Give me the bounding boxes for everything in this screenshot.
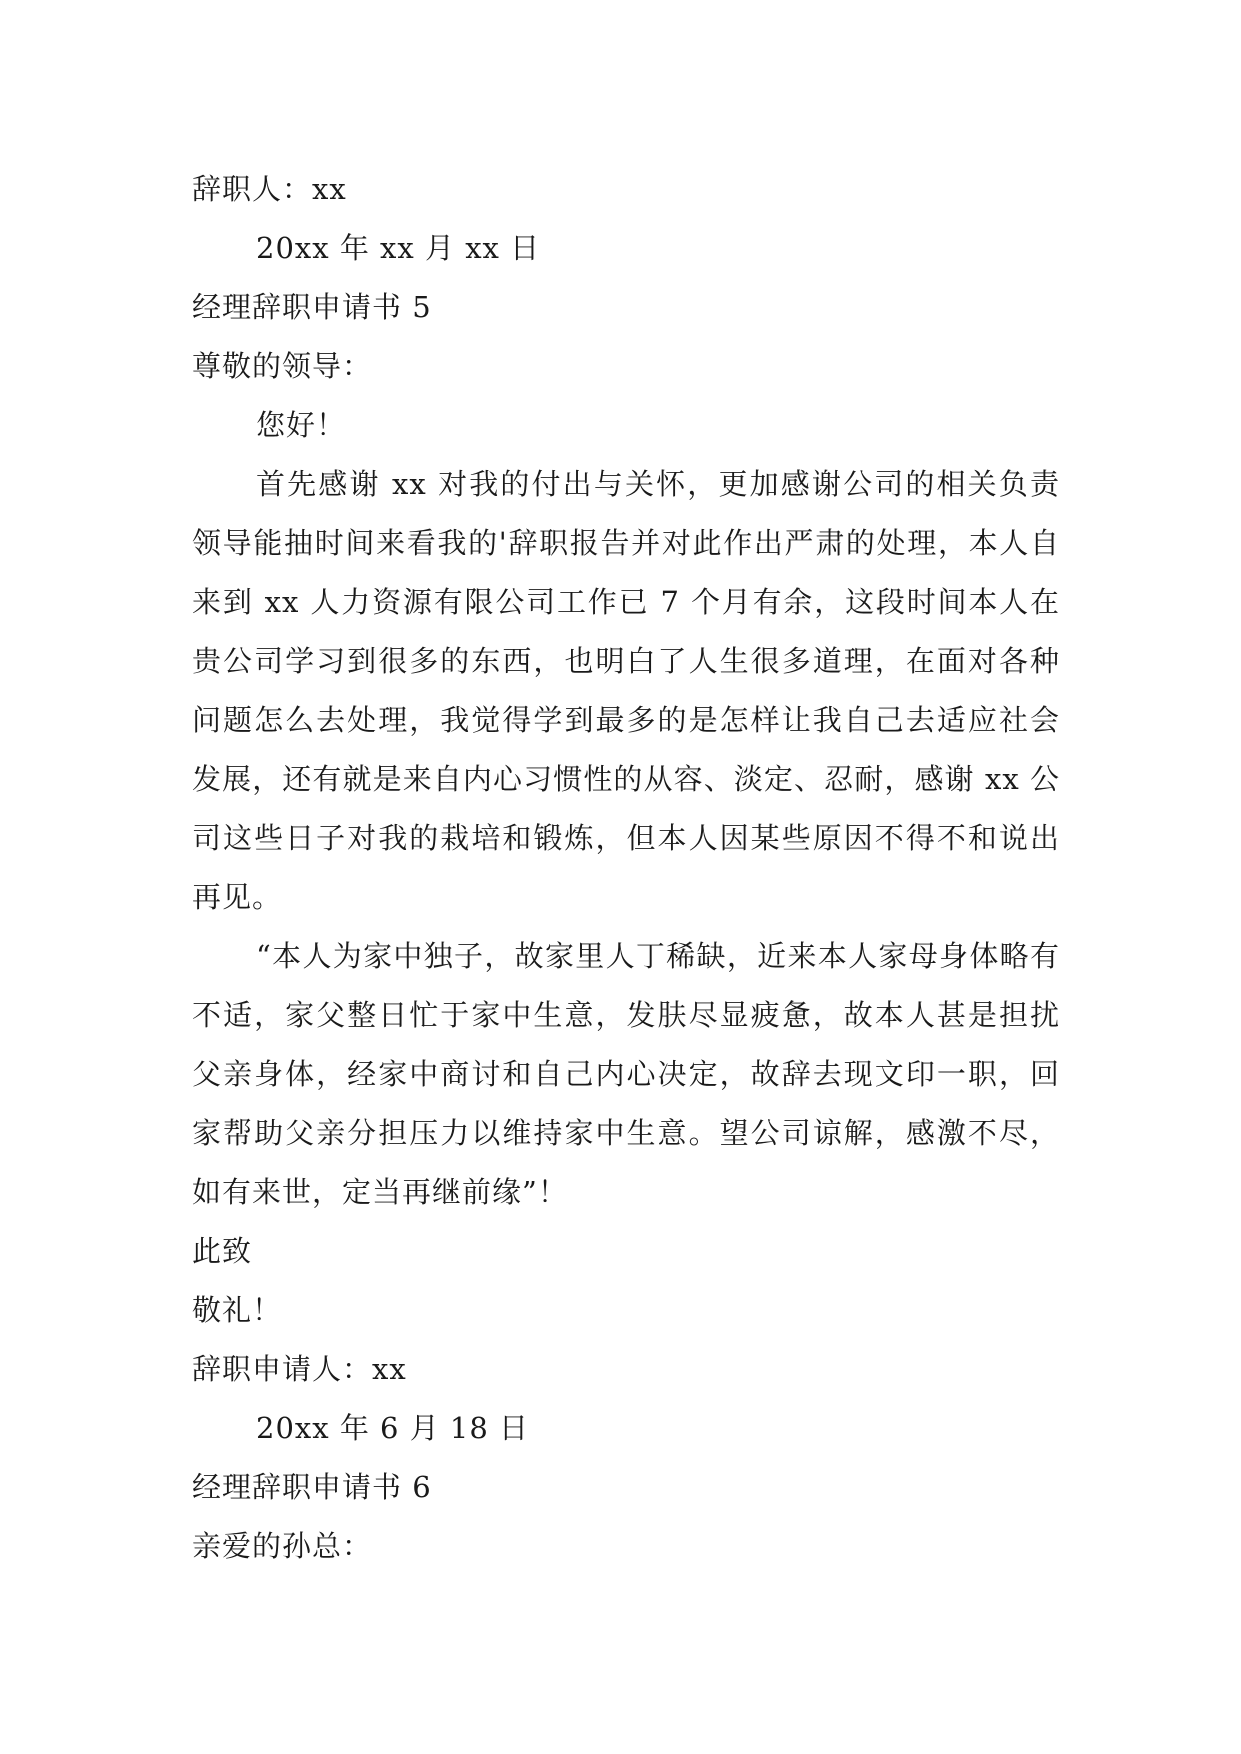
- salutation: 亲爱的孙总：: [192, 1529, 373, 1563]
- closing-line: 敬礼！: [192, 1293, 283, 1327]
- date-line: 20xx 年 xx 月 xx 日: [256, 231, 541, 265]
- resigner-line: 辞职人：xx: [192, 172, 347, 206]
- section-title: 经理辞职申请书 6: [192, 1470, 432, 1504]
- closing-line: 此致: [192, 1234, 253, 1268]
- body-paragraph: 首先感谢 xx 对我的付出与关怀，更加感谢公司的相关负责领导能抽时间来看我的'辞职报告并对此作出严肃的处理，本人自来到 xx 人力资源有限公司工作已 7 个月有余，这段时间本人在贵公司学习到很多的东西，也明白了人生很多道理，在面对各种问题怎么去处理，我觉得学到最多的是怎样让我自己去适应社会发展，还有就是来自内心习惯性的从容、淡定、忍耐，感谢 xx 公司这些日子对我的栽培和锻炼，但本人因某些原因不得不和说出再见。: [192, 467, 1060, 914]
- resigner-line: 辞职申请人：xx: [192, 1352, 407, 1386]
- date-line: 20xx 年 6 月 18 日: [256, 1411, 530, 1445]
- greeting: 您好！: [256, 408, 347, 442]
- document-body: [192, 160, 1060, 1576]
- body-paragraph: “本人为家中独子，故家里人丁稀缺，近来本人家母身体略有不适，家父整日忙于家中生意，发肤尽显疲惫，故本人甚是担扰父亲身体，经家中商讨和自己内心决定，故辞去现文印一职，回家帮助父亲分担压力以维持家中生意。望公司谅解，感激不尽，如有来世，定当再继前缘”！: [192, 939, 1060, 1209]
- section-title: 经理辞职申请书 5: [192, 290, 432, 324]
- salutation: 尊敬的领导：: [192, 349, 373, 383]
